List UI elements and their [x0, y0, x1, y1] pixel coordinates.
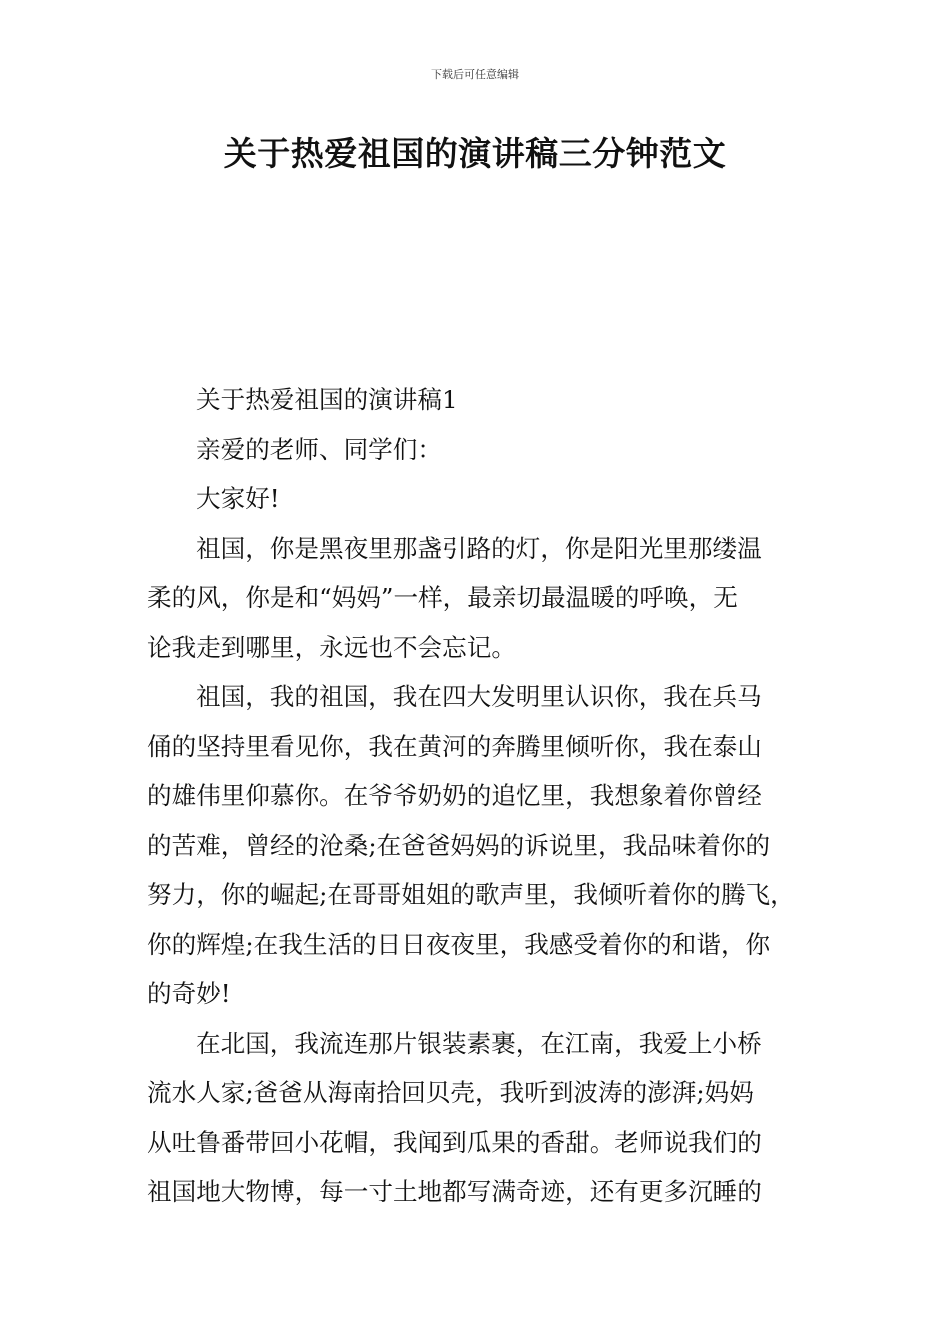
document-title: 关于热爱祖国的演讲稿三分钟范文	[223, 134, 727, 173]
paragraph-greeting: 大家好!	[196, 484, 280, 513]
paragraph-body-2: 祖国，我的祖国，我在四大发明里认识你，我在兵马 俑的坚持里看见你，我在黄河的奔腾里倾听你，我在泰山 的雄伟里仰慕你。在爷爷奶奶的追忆里，我想象着你曾经 的苦难，曾经的沧桑;在爸爸妈妈的诉说里，我品味着你的 努力，你的崛起;在哥哥姐姐的歌声里，我倾听着你的腾飞， 你的辉煌;在我生活的日日夜夜里，我感受着你的和谐，你 的奇妙!	[147, 682, 795, 1008]
document-body	[147, 375, 819, 1217]
paragraph-speech-heading: 关于热爱祖国的演讲稿1	[196, 385, 458, 414]
paragraph-salutation: 亲爱的老师、同学们：	[196, 434, 442, 464]
header-note: 下载后可任意编辑	[431, 68, 519, 81]
paragraph-body-3: 在北国，我流连那片银装素裹，在江南，我爱上小桥 流水人家;爸爸从海南拾回贝壳，我听到波涛的澎湃;妈妈 从吐鲁番带回小花帽，我闻到瓜果的香甜。老师说我们的 祖国地大物博，每一寸土地都写满奇迹，还有更多沉睡的	[147, 1028, 762, 1206]
paragraph-body-1: 祖国，你是黑夜里那盏引路的灯，你是阳光里那缕温 柔的风，你是和“妈妈”一样，最亲切最温暖的呼唤，无 论我走到哪里，永远也不会忘记。	[147, 533, 762, 662]
